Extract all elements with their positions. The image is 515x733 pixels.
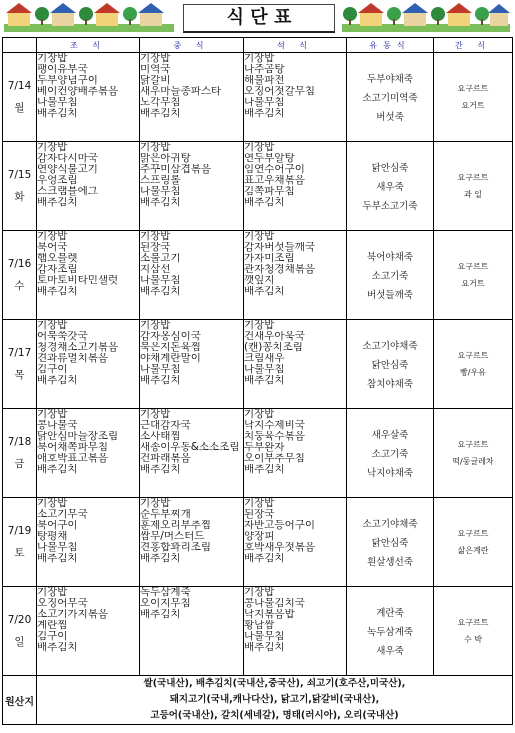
menu-item: 양장피 [244, 531, 275, 542]
date-label: 7/20 [7, 613, 32, 626]
menu-item: 스크램블에그 [37, 186, 98, 197]
menu-item: 된장국 [140, 242, 171, 253]
menu-item: 연양식불고기 [37, 164, 98, 175]
snack-cell [434, 231, 513, 320]
liquid-diet-cell [347, 587, 434, 676]
breakfast-cell [37, 53, 140, 142]
menu-item: 기장밥 [244, 320, 275, 331]
date-label: 7/19 [7, 524, 32, 537]
menu-item: 북어국 [37, 242, 68, 253]
menu-item: 건파래볶음 [140, 453, 191, 464]
menu-item: 소사태찜 [140, 431, 181, 442]
menu-item: 닭안심마늘장조림 [37, 431, 119, 442]
menu-item: 배추김치 [37, 464, 78, 475]
menu-item: 견홍합꽈리조림 [140, 542, 212, 553]
menu-item: 토마토비타민샐럿 [37, 275, 119, 286]
menu-item: 기장밥 [37, 320, 68, 331]
snack-cell [434, 142, 513, 231]
breakfast-cell [37, 587, 140, 676]
menu-item: 배추김치 [140, 286, 181, 297]
menu-item: 기장밥 [37, 587, 68, 598]
origin-text [37, 676, 513, 725]
menu-item: 배추김치 [37, 286, 78, 297]
menu-item: 근대감자국 [140, 420, 191, 431]
menu-item: 나주곰탕 [244, 64, 285, 75]
dinner-cell [244, 587, 347, 676]
menu-item: 닭안심죽 [371, 538, 409, 549]
snack-cell [434, 409, 513, 498]
column-header-lunch: 중 식 [140, 38, 244, 53]
menu-item: 해물파전 [244, 75, 285, 86]
menu-item: 치둥육수볶음 [244, 431, 305, 442]
dinner-cell [244, 498, 347, 587]
menu-item: 쌈무/머스터드 [140, 531, 205, 542]
menu-item: 기장밥 [37, 498, 68, 509]
menu-item: 배추김치 [244, 286, 285, 297]
menu-item: 닭갈비 [140, 75, 171, 86]
menu-item: 북어구이 [37, 520, 78, 531]
menu-item: 두부소고기죽 [362, 201, 418, 212]
breakfast-cell [37, 142, 140, 231]
menu-item: 소고기미역죽 [362, 93, 418, 104]
menu-item: 팽이유부국 [37, 64, 88, 75]
menu-item: 지삼선 [140, 264, 171, 275]
date-label: 7/16 [7, 257, 32, 270]
weekday-label: 일 [14, 635, 25, 648]
column-header-dinner: 석 식 [244, 38, 347, 53]
menu-item: 순두부찌개 [140, 509, 191, 520]
menu-item: 오이부추무침 [244, 453, 305, 464]
menu-item: 소고기죽 [371, 449, 409, 460]
dinner-cell [244, 142, 347, 231]
menu-item: 기장밥 [37, 231, 68, 242]
breakfast-cell [37, 231, 140, 320]
date-label: 7/14 [7, 79, 32, 92]
menu-item: 기장밥 [244, 231, 275, 242]
menu-item: 두부완자 [244, 442, 285, 453]
menu-item: 콩나물국 [37, 420, 78, 431]
lunch-cell [140, 142, 244, 231]
menu-item: 요거트 [461, 279, 485, 288]
dinner-cell [244, 320, 347, 409]
menu-item: 어묵쑥갓국 [37, 331, 88, 342]
date-label: 7/15 [7, 168, 32, 181]
dinner-cell [244, 409, 347, 498]
menu-item: 훈제오리부추찜 [140, 520, 212, 531]
menu-item: 오징어젓갈무침 [244, 86, 316, 97]
menu-item: 나물무침 [244, 364, 285, 375]
dinner-cell [244, 231, 347, 320]
menu-item: 수 박 [464, 635, 482, 644]
snack-cell [434, 587, 513, 676]
lunch-cell [140, 53, 244, 142]
day-row [3, 53, 513, 142]
menu-item: 애호박표고볶음 [37, 453, 109, 464]
menu-item: 새송이우동&소소조림 [140, 442, 240, 453]
menu-item: 맑은아귀탕 [140, 153, 191, 164]
menu-item: 낙지야채죽 [367, 468, 413, 479]
menu-item: 낙지수제비국 [244, 420, 305, 431]
menu-item: 배추김치 [37, 553, 78, 564]
menu-item: 김구이 [37, 631, 68, 642]
menu-item: 나물무침 [140, 275, 181, 286]
menu-item: 기장밥 [140, 53, 171, 64]
menu-item: 참치야채죽 [367, 379, 413, 390]
menu-item: 건새우아욱국 [244, 331, 305, 342]
menu-item: 햄오믈렛 [37, 253, 78, 264]
menu-item: 감자조림 [37, 264, 78, 275]
menu-item: 배추김치 [140, 108, 181, 119]
menu-item: 소불고기 [140, 253, 181, 264]
menu-item: 기장밥 [37, 142, 68, 153]
date-cell [3, 498, 37, 587]
menu-item: 요구르트 [457, 529, 489, 538]
liquid-diet-cell [347, 231, 434, 320]
menu-item: 버섯죽 [376, 112, 404, 123]
menu-item: 묵은지돈육찜 [140, 342, 201, 353]
snack-cell [434, 498, 513, 587]
menu-item: 계란죽 [376, 608, 404, 619]
menu-item: 기장밥 [37, 53, 68, 64]
snack-cell [434, 320, 513, 409]
column-header-breakfast: 조 식 [37, 38, 140, 53]
menu-item: 크림새우 [244, 353, 285, 364]
menu-item: 나물무침 [37, 542, 78, 553]
menu-item: 나물무침 [37, 97, 78, 108]
snack-cell [434, 53, 513, 142]
day-row [3, 409, 513, 498]
menu-item: 기장밥 [244, 53, 275, 64]
liquid-diet-cell [347, 142, 434, 231]
menu-item: 배추김치 [37, 375, 78, 386]
menu-item: 청경채소고기볶음 [37, 342, 119, 353]
menu-item: 노각무침 [140, 97, 181, 108]
menu-item: 김구이 [37, 364, 68, 375]
menu-item: 흰살생선죽 [367, 557, 413, 568]
menu-item: 김쪽파무침 [244, 186, 295, 197]
menu-item: 자반고등어구이 [244, 520, 316, 531]
menu-item: (캔)꽁치조림 [244, 342, 303, 353]
breakfast-cell [37, 320, 140, 409]
menu-item: 나물무침 [140, 186, 181, 197]
lunch-cell [140, 231, 244, 320]
menu-item: 소고기죽 [371, 271, 409, 282]
menu-item: 소고기야채죽 [362, 341, 418, 352]
menu-item: 콩나물김치국 [244, 598, 305, 609]
menu-item: 요구르트 [457, 351, 489, 360]
menu-item: 요구르트 [457, 84, 489, 93]
weekday-label: 월 [14, 101, 25, 114]
menu-item: 요구르트 [457, 618, 489, 627]
page-title: 식 단 표 [183, 4, 335, 33]
menu-item: 임연수어구이 [244, 164, 305, 175]
menu-item: 버섯들깨죽 [367, 290, 413, 301]
date-cell [3, 142, 37, 231]
menu-item: 두부양념구이 [37, 75, 98, 86]
menu-item: 호박새우젓볶음 [244, 542, 316, 553]
menu-item: 기장밥 [140, 320, 171, 331]
menu-item: 두부야채죽 [367, 74, 413, 85]
lunch-cell [140, 498, 244, 587]
date-cell [3, 409, 37, 498]
menu-item: 기장밥 [140, 498, 171, 509]
menu-item: 우엉조림 [37, 175, 78, 186]
column-header-snack: 간 식 [434, 38, 513, 53]
weekday-label: 토 [14, 546, 25, 559]
day-row [3, 587, 513, 676]
menu-item: 오이지무침 [140, 598, 191, 609]
menu-item: 배추김치 [140, 609, 181, 620]
menu-item: 기장밥 [244, 142, 275, 153]
menu-item: 닭안심죽 [371, 360, 409, 371]
header [0, 0, 515, 34]
menu-item: 탕평채 [37, 531, 68, 542]
menu-item: 베이컨양배추볶음 [37, 86, 119, 97]
menu-item: 기장밥 [244, 409, 275, 420]
menu-item: 주꾸미삼겹볶음 [140, 164, 212, 175]
menu-item: 관자청경채볶음 [244, 264, 316, 275]
menu-item: 황남쌈 [244, 620, 275, 631]
menu-item: 과 일 [464, 190, 482, 199]
date-cell [3, 587, 37, 676]
weekday-label: 화 [14, 190, 25, 203]
menu-item: 배추김치 [244, 553, 285, 564]
menu-item: 가자미조림 [244, 253, 295, 264]
menu-item: 된장국 [244, 509, 275, 520]
menu-item: 소고기가지볶음 [37, 609, 109, 620]
menu-item: 배추김치 [140, 464, 181, 475]
menu-item: 새우살죽 [371, 430, 409, 441]
menu-item: 나물무침 [244, 97, 285, 108]
menu-item: 미역국 [140, 64, 171, 75]
lunch-cell [140, 587, 244, 676]
menu-item: 요거트 [461, 101, 485, 110]
liquid-diet-cell [347, 320, 434, 409]
origin-line: 돼지고기(국내,캐나다산), 닭고기,닭갈비(국내산), [169, 694, 380, 705]
date-label: 7/17 [7, 346, 32, 359]
menu-item: 소고기무국 [37, 509, 88, 520]
menu-item: 표고우채볶음 [244, 175, 305, 186]
menu-item: 깻잎지 [244, 275, 275, 286]
day-row [3, 498, 513, 587]
menu-item: 배추김치 [244, 197, 285, 208]
menu-item: 나물무침 [140, 364, 181, 375]
menu-item: 배추김치 [244, 375, 285, 386]
lunch-cell [140, 409, 244, 498]
menu-item: 기장밥 [140, 231, 171, 242]
meal-plan-table [2, 37, 513, 725]
menu-item: 배추김치 [140, 197, 181, 208]
menu-item: 견과류멸치볶음 [37, 353, 109, 364]
menu-item: 빵/우유 [460, 368, 486, 377]
liquid-diet-cell [347, 409, 434, 498]
menu-item: 기장밥 [140, 142, 171, 153]
menu-item: 감자버섯들깨국 [244, 242, 316, 253]
menu-item: 녹두삼계죽 [140, 587, 191, 598]
date-cell [3, 53, 37, 142]
origin-row [3, 676, 513, 725]
menu-item: 연두부알탕 [244, 153, 295, 164]
day-row [3, 320, 513, 409]
menu-item: 배추김치 [244, 642, 285, 653]
menu-item: 낙지볶음밥 [244, 609, 295, 620]
day-row [3, 142, 513, 231]
origin-line: 고등어(국내산), 갈치(세네갈), 명태(러시아), 오리(국내산) [150, 710, 399, 721]
village-decoration-left [4, 2, 174, 32]
date-label: 7/18 [7, 435, 32, 448]
liquid-diet-cell [347, 53, 434, 142]
menu-item: 나물무침 [244, 631, 285, 642]
column-header-liquid: 유동식 [347, 38, 434, 53]
menu-item: 감자다시마국 [37, 153, 98, 164]
menu-item: 요구르트 [457, 173, 489, 182]
breakfast-cell [37, 409, 140, 498]
menu-item: 닭안심죽 [371, 163, 409, 174]
menu-item: 배추김치 [140, 375, 181, 386]
menu-item: 북어야채죽 [367, 252, 413, 263]
date-cell [3, 231, 37, 320]
menu-item: 배추김치 [37, 642, 78, 653]
weekday-label: 수 [14, 279, 25, 292]
menu-item: 요구르트 [457, 440, 489, 449]
menu-item: 계란찜 [37, 620, 68, 631]
village-decoration-right [342, 2, 510, 32]
table-header-row [3, 38, 513, 53]
weekday-label: 목 [14, 368, 25, 381]
menu-item: 배추김치 [140, 553, 181, 564]
menu-item: 배추김치 [244, 464, 285, 475]
menu-item: 배추김치 [37, 108, 78, 119]
origin-label: 원산지 [3, 676, 37, 725]
menu-item: 오징어무국 [37, 598, 88, 609]
menu-item: 새우죽 [376, 182, 404, 193]
menu-item: 새우죽 [376, 646, 404, 657]
menu-item: 야채계란말이 [140, 353, 201, 364]
menu-item: 기장밥 [140, 409, 171, 420]
corner-cell [3, 38, 37, 53]
menu-item: 감자옹심이국 [140, 331, 201, 342]
menu-item: 스프링롤 [140, 175, 181, 186]
menu-item: 녹두삼계죽 [367, 627, 413, 638]
menu-item: 배추김치 [37, 197, 78, 208]
dinner-cell [244, 53, 347, 142]
breakfast-cell [37, 498, 140, 587]
menu-item: 북어채쪽파무침 [37, 442, 109, 453]
menu-item: 기장밥 [244, 498, 275, 509]
menu-item: 배추김치 [244, 108, 285, 119]
menu-item: 기장밥 [37, 409, 68, 420]
menu-item: 소고기야채죽 [362, 519, 418, 530]
weekday-label: 금 [14, 457, 25, 470]
menu-item: 떡/둥글레차 [452, 457, 494, 466]
liquid-diet-cell [347, 498, 434, 587]
origin-line: 쌀(국내산), 배추김치(국내산,중국산), 쇠고기(호주산,미국산), [143, 678, 406, 689]
date-cell [3, 320, 37, 409]
menu-item: 삶은계란 [457, 546, 489, 555]
menu-item: 기장밥 [244, 587, 275, 598]
day-row [3, 231, 513, 320]
lunch-cell [140, 320, 244, 409]
menu-item: 새우마늘종파스타 [140, 86, 222, 97]
menu-item: 요구르트 [457, 262, 489, 271]
